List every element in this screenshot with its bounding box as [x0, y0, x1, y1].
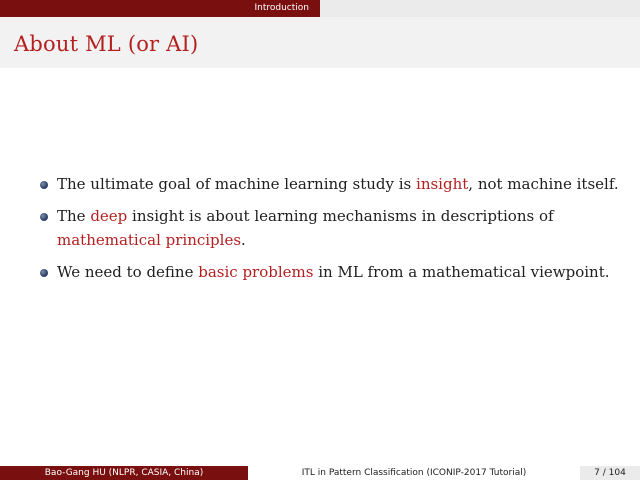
bullet-icon [40, 213, 48, 221]
bullet-text [57, 263, 610, 281]
bullet-item [40, 260, 620, 284]
bullet-text-segment: . [241, 231, 246, 249]
footer-talk-title[interactable]: ITL in Pattern Classification (ICONIP-2017 Tutorial) [248, 466, 580, 480]
bullet-icon [40, 181, 48, 189]
bullet-item [40, 204, 620, 252]
bullet-text [57, 207, 554, 249]
bullet-text-segment: We need to define [57, 263, 199, 281]
footer-author[interactable]: Bao-Gang HU (NLPR, CASIA, China) [0, 466, 248, 480]
bullet-text-segment: insight is about learning mechanisms in descriptions of [127, 207, 554, 225]
bullet-text-segment: The [57, 207, 91, 225]
footer-bar [0, 466, 640, 480]
highlighted-term: basic problems [198, 263, 314, 281]
highlighted-term: deep [90, 207, 128, 225]
highlighted-term: mathematical principles [57, 231, 242, 249]
highlighted-term: insight [416, 175, 469, 193]
bullet-list [40, 172, 620, 292]
bullet-icon [40, 269, 48, 277]
section-tab[interactable]: Introduction [0, 0, 320, 17]
frame-title-bar [0, 17, 640, 68]
top-navigation-bar [0, 0, 640, 17]
bullet-text-segment: in ML from a mathematical viewpoint. [313, 263, 610, 281]
bullet-item [40, 172, 620, 196]
slide-title: About ML (or AI) [14, 32, 199, 56]
bullet-text-segment: The ultimate goal of machine learning study is [57, 175, 417, 193]
bullet-text-segment: , not machine itself. [468, 175, 619, 193]
page-number: 7 / 104 [580, 466, 640, 480]
bullet-text [57, 175, 619, 193]
